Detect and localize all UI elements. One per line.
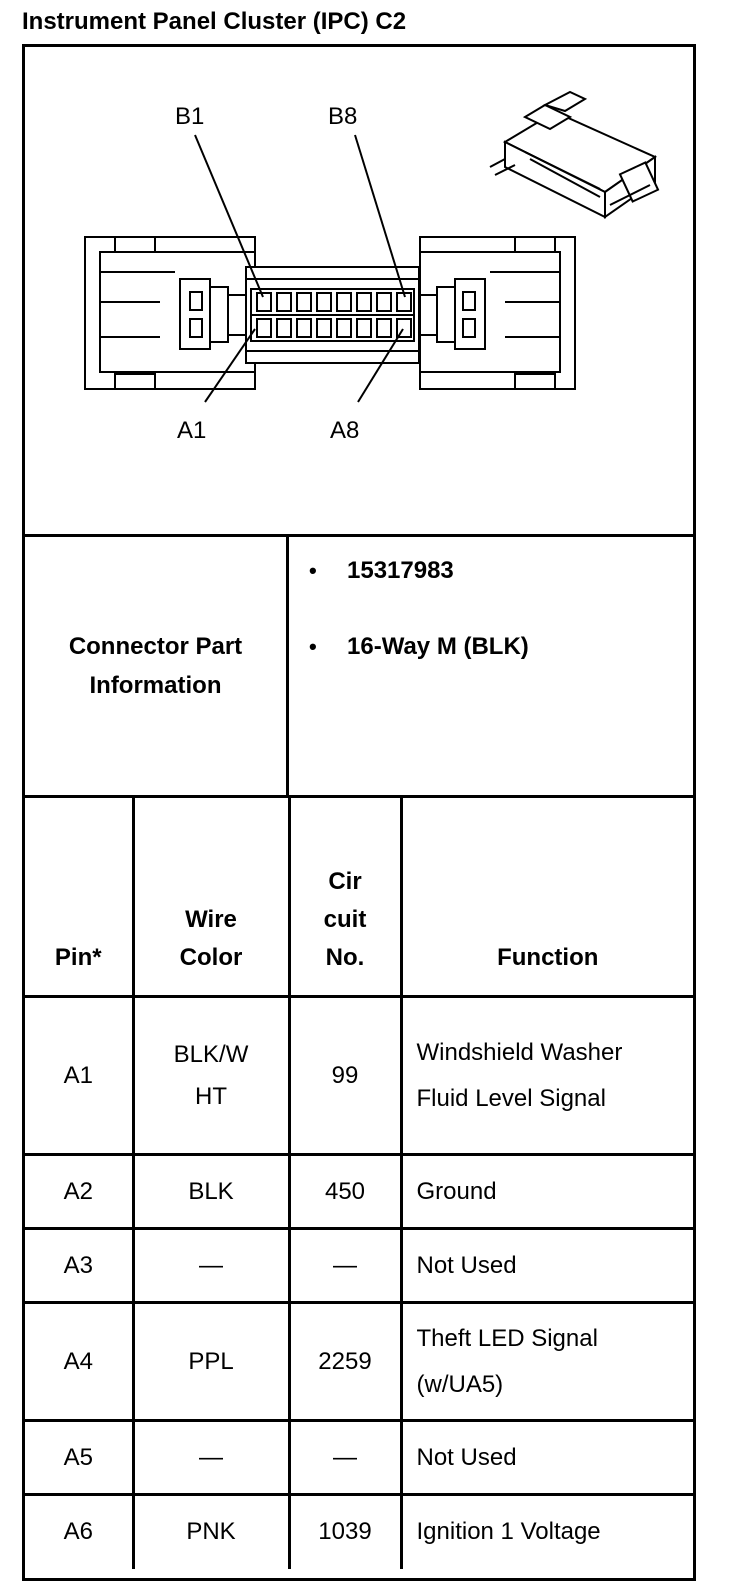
wire-color-cell: BLK/W HT (133, 997, 289, 1155)
label-b8: B8 (328, 103, 358, 130)
wire-color-cell: — (133, 1229, 289, 1303)
table-row (25, 1155, 693, 1229)
wire-color-cell: BLK (133, 1155, 289, 1229)
connector-illustration-icon (490, 92, 658, 217)
table-row (25, 997, 693, 1155)
wire-color-cell: — (133, 1421, 289, 1495)
table-header-row (25, 798, 693, 997)
function-cell: Ground (401, 1155, 693, 1229)
connector-type: 16-Way M (BLK) (347, 633, 529, 660)
part-number-item (309, 557, 454, 585)
info-label-line2: Information (89, 672, 222, 699)
header-pin: Pin* (25, 798, 133, 997)
connector-type-item (309, 633, 529, 661)
connector-drawing (25, 47, 693, 534)
bullet-icon: • (309, 558, 317, 583)
pin-cell: A6 (25, 1495, 133, 1569)
connector-part-list (289, 537, 693, 795)
page-title: Instrument Panel Cluster (IPC) C2 (22, 8, 407, 35)
table-row (25, 1421, 693, 1495)
label-a8: A8 (330, 417, 360, 444)
pin-cell: A1 (25, 997, 133, 1155)
part-number: 15317983 (347, 557, 454, 584)
circuit-cell: 450 (289, 1155, 401, 1229)
label-a1: A1 (177, 417, 207, 444)
table-row (25, 1229, 693, 1303)
function-cell: Ignition 1 Voltage (401, 1495, 693, 1569)
wire-color-cell: PNK (133, 1495, 289, 1569)
header-circuit-no: Cir cuit No. (289, 798, 401, 997)
pin-cell: A3 (25, 1229, 133, 1303)
info-label-line1: Connector Part (68, 633, 243, 660)
wire-color-cell: PPL (133, 1303, 289, 1421)
function-cell: Not Used (401, 1421, 693, 1495)
circuit-cell: — (289, 1229, 401, 1303)
function-cell: Not Used (401, 1229, 693, 1303)
circuit-cell: 1039 (289, 1495, 401, 1569)
pinout-table (25, 798, 693, 1569)
bullet-icon: • (309, 634, 317, 659)
function-cell: Theft LED Signal (w/UA5) (401, 1303, 693, 1421)
pin-cell: A4 (25, 1303, 133, 1421)
table-row (25, 1495, 693, 1569)
circuit-cell: 2259 (289, 1303, 401, 1421)
table-row (25, 1303, 693, 1421)
connector-sheet (22, 44, 696, 1581)
function-cell: Windshield Washer Fluid Level Signal (401, 997, 693, 1155)
connector-part-info (25, 537, 693, 798)
pin-cell: A2 (25, 1155, 133, 1229)
connector-part-info-label (25, 537, 289, 795)
header-function: Function (401, 798, 693, 997)
label-b1: B1 (175, 103, 205, 130)
circuit-cell: 99 (289, 997, 401, 1155)
pin-cell: A5 (25, 1421, 133, 1495)
header-wire-color: Wire Color (133, 798, 289, 997)
circuit-cell: — (289, 1421, 401, 1495)
connector-diagram (25, 47, 693, 537)
